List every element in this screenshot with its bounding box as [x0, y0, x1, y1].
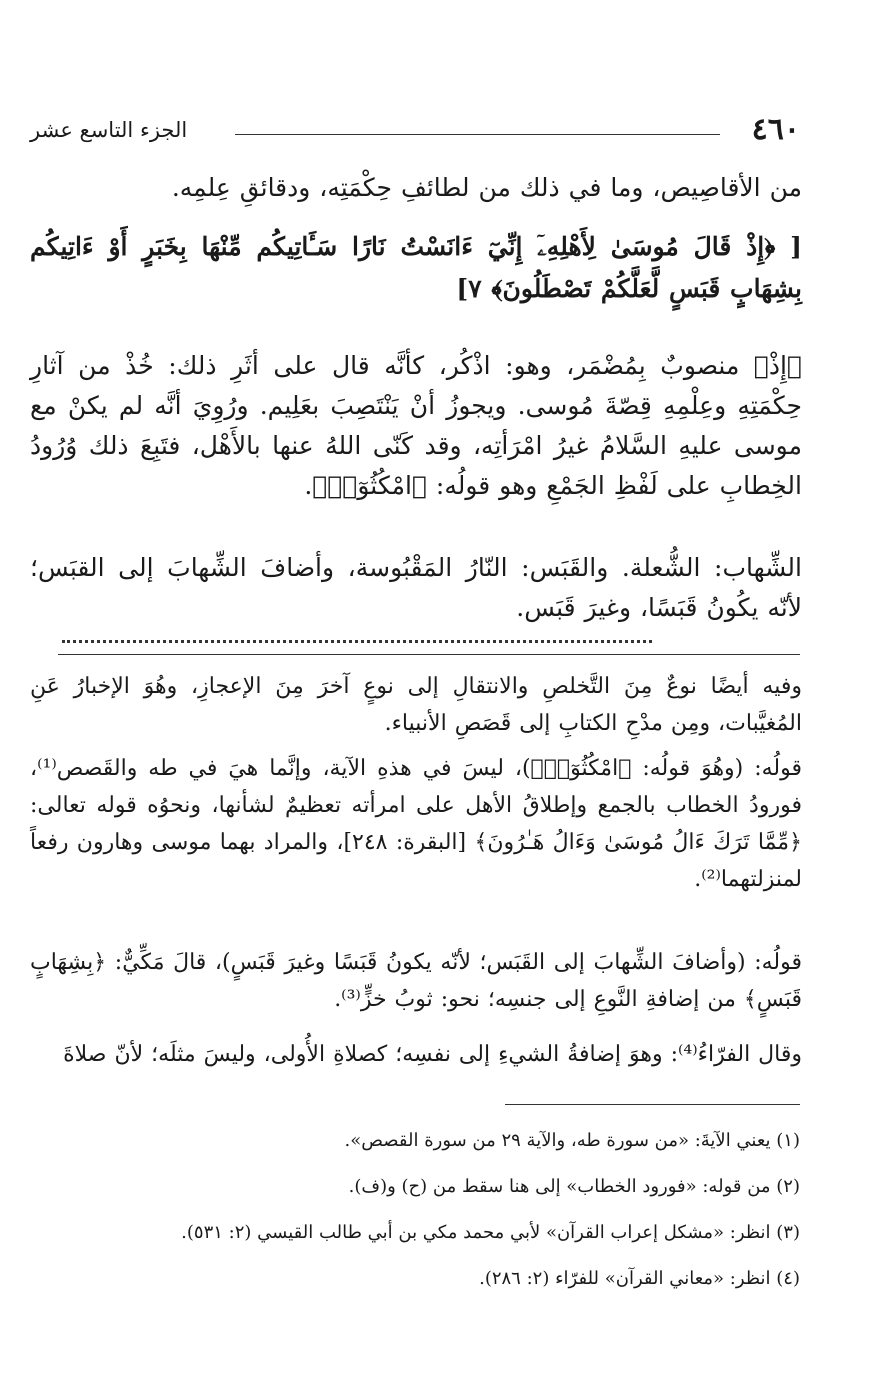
- footnote-3: (٣) انظر: «مشكل إعراب القرآن» لأبي محمد مكي بن أبي طالب القيسي (٢: ٥٣١).: [181, 1222, 800, 1243]
- tafsir-paragraph-1: ﴿إِذْ﴾ منصوبٌ بِمُضْمَر، وهو: اذْكُر، كأنَّه قال على أثَرِ ذلك: خُذْ من آثارِ حِكْمَتِهِ وعِلْمِهِ قِصّةَ مُوسى. ويجوزُ أنْ يَنْتَصِبَ بعَلِيم. ورُوِيَ أنَّه لم يكنْ مع موسى عليهِ السَّلامُ غيرُ امْرَأتِه، وقد كَنّى اللهُ عنها بالأَهْل، فتَبِعَ ذلك وُرُودُ الخِطابِ على لَفْظِ الجَمْعِ وهو قولُه: ﴿امْكُثُوٓا۟﴾.: [30, 351, 802, 500]
- commentary-paragraph-1: وفيه أيضًا نوعٌ مِنَ التَّخلصِ والانتقالِ إلى نوعٍ آخرَ مِنَ الإعجازِ، وهُوَ الإخبارُ عَنِ المُغيَّبات، ومِن مدْحِ الكتابِ إلى قَصَصِ الأنبياء.: [30, 674, 802, 736]
- header-rule: [235, 134, 720, 135]
- intro-line: من الأقاصِيص، وما في ذلك من لطائفِ حِكْمَتِه، ودقائقِ عِلمِه.: [171, 173, 802, 202]
- commentary-paragraph-3: قولُه: (وأضافَ الشِّهابَ إلى القَبَس؛ لأنّه يكونُ قَبَسًا وغيرَ قَبَسٍ)، قالَ مَكِّيٌّ: ﴿بِشِهَابٍ قَبَسٍ﴾ من إضافةِ النَّوعِ إلى جنسِه؛ نحو: ثوبُ خزٍّ⁽³⁾.: [30, 950, 802, 1012]
- verse-text: ﴿إِذْ قَالَ مُوسَىٰ لِأَهْلِهِۦٓ إِنِّيٓ ءَانَسْتُ نَارًا سَـَٔاتِيكُم مِّنْهَا بِخَبَرٍ أَوْ ءَاتِيكُم بِشِهَابٍ قَبَسٍ لَّعَلَّكُمْ تَصْطَلُونَ﴾: [30, 232, 802, 303]
- page-number: ٤٦٠: [751, 112, 800, 147]
- footnote-2: (٢) من قوله: «فورود الخطاب» إلى هنا سقط من (ح) و(ف).: [348, 1176, 800, 1197]
- commentary-paragraph-2: قولُه: (وهُوَ قولُه: ﴿امْكُثُوٓا۟﴾)، ليسَ في هذهِ الآية، وإنَّما هيَ في طه والقَصص⁽¹⁾، فورودُ الخطاب بالجمع وإطلاقُ الأهل على امرأته تعظيمٌ لشأنها، ونحوُه قوله تعالى: ﴿مِّمَّا تَرَكَ ءَالُ مُوسَىٰ وَءَالُ هَـٰرُونَ﴾ [البقرة: ٢٤٨]، والمراد بهما موسى وهارون رفعاً لمنزلتهما⁽²⁾.: [30, 756, 802, 892]
- footnote-1: (١) يعني الآيةَ: «من سورة طه، والآية ٢٩ من سورة القصص».: [344, 1130, 800, 1151]
- verse-reference: ٧]: [456, 274, 482, 303]
- dotted-leader: [62, 640, 652, 647]
- footnote-separator: [505, 1104, 800, 1105]
- footnote-4: (٤) انظر: «معاني القرآن» للفرّاء (٢: ٢٨٦).: [479, 1268, 800, 1289]
- tafsir-paragraph-2: الشِّهاب: الشُّعلة. والقَبَس: النّارُ المَقْبُوسة، وأضافَ الشِّهابَ إلى القبَس؛ لأنّه يكُونُ قَبَسًا، وغيرَ قَبَس.: [30, 553, 802, 622]
- verse-open-bracket: [: [790, 232, 802, 261]
- running-header: [30, 112, 800, 152]
- quran-verse: [30, 226, 802, 310]
- main-separator-rule: [58, 654, 800, 655]
- commentary-paragraph-4: وقال الفرّاءُ⁽⁴⁾: وهوَ إضافةُ الشيءِ إلى نفسِه؛ كصلاةِ الأُولى، وليسَ مثلَه؛ لأنّ صلاةَ: [63, 1042, 802, 1067]
- running-title: الجزء التاسع عشر: [30, 118, 188, 142]
